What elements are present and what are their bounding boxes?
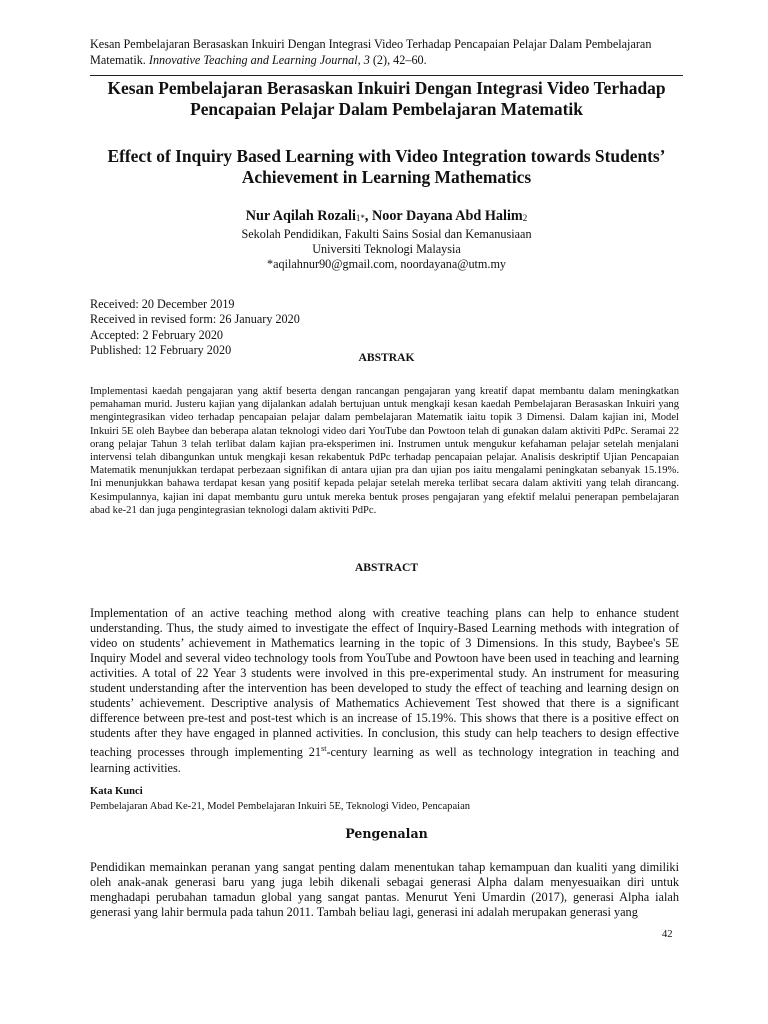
abstrak-heading: ABSTRAK bbox=[358, 351, 415, 364]
keywords-heading: Kata Kunci bbox=[90, 786, 143, 797]
journal-name: Innovative Teaching and Learning Journal, 3 bbox=[148, 53, 370, 67]
abstract-heading: ABSTRACT bbox=[354, 561, 419, 574]
abstract-text-2: -century learning as well as technology integration in teaching and learning activities. bbox=[90, 745, 679, 775]
author-separator: , bbox=[364, 208, 372, 224]
author-line bbox=[80, 207, 693, 227]
abstrak-body: Implementasi kaedah pengajaran yang aktif beserta dengan rancangan pengajaran yang kreatif dapat membantu dalam meningkatkan pemahaman murid. Justeru kajian yang dijalankan adalah bertujuan untuk mengkaji kesan kaedah Pembelajaran Berasaskan Inkuiri yang mengintegrasikan video terhadap pencapaian pelajar dalam pembelajaran Matematik iaitu topik 3 Dimensi. Dalam kajian ini, Model Inkuiri 5E oleh Baybee dan beberapa alatan teknologi video dari YouTube dan Powtoon telah di gunakan dalam aktiviti PdPc. Seramai 22 orang pelajar Tahun 3 telah terlibat dalam kajian pra-eksperimen ini. Instrumen untuk mengukur kefahaman pelajar setelah menjalani intervensi telah dibangunkan untuk mengkaji kesan rekabentuk PdPc terhadap pencapaian pelajar. Analisis deskriptif Ujian Pencapaian Matematik menunjukkan terdapat perbezaan signifikan di antara ujian pra dan ujian pos iaitu mengalami peningkatan sebanyak 15.19%. Ini menunjukkan bahawa terdapat kesan yang positif kepada pelajar setelah mereka terlibat secara dalam aktiviti yang telah dirancang. Kesimpulannya, kajian ini dapat membantu guru untuk mereka bentuk proses pengajaran yang efektif melalui penerapan pembelajaran abad ke-21 dan juga pengintegrasian teknologi dalam aktiviti PdPc. bbox=[90, 386, 679, 516]
author-2: Noor Dayana Abd Halim bbox=[372, 208, 523, 224]
date-accepted: Accepted: 2 February 2020 bbox=[90, 327, 224, 342]
title-malay: Kesan Pembelajaran Berasaskan Inkuiri Dengan Integrasi Video Terhadap Pencapaian Pelajar Dalam Pembelajaran Matematik bbox=[107, 78, 666, 119]
keywords-list: Pembelajaran Abad Ke-21, Model Pembelajaran Inkuiri 5E, Teknologi Video, Pencapaian bbox=[90, 801, 471, 812]
affiliation-university: Universiti Teknologi Malaysia bbox=[312, 242, 461, 257]
pengenalan-body: Pendidikan memainkan peranan yang sangat penting dalam menentukan tahap kemampuan dan kualiti yang dimiliki oleh anak-anak generasi baru yang juga lebih dikenali sebagai generasi Alpha dalam menyesuaikan diri untuk menghadapi perubahan tamadun global yang sangat pantas. Menurut Yeni Umardin (2017), generasi Alpha ialah generasi yang lahir bermula pada tahun 2011. Tambah beliau lagi, generasi ini adalah merupakan generasi yang bbox=[90, 860, 679, 920]
page-number: 42 bbox=[662, 929, 673, 940]
author-2-mark: 2 bbox=[522, 213, 528, 223]
affiliation-faculty: Sekolah Pendidikan, Fakulti Sains Sosial dan Kemanusiaan bbox=[241, 227, 532, 241]
date-revised: Received in revised form: 26 January 2020 bbox=[90, 312, 300, 327]
journal-issue: (2), 42–60. bbox=[369, 53, 427, 67]
affiliation bbox=[80, 227, 693, 273]
running-head bbox=[90, 36, 690, 68]
abstract-body bbox=[90, 606, 679, 776]
date-received: Received: 20 December 2019 bbox=[90, 297, 235, 311]
pengenalan-heading: Pengenalan bbox=[345, 826, 428, 841]
author-1: Nur Aqilah Rozali bbox=[245, 208, 356, 224]
running-head-title: Kesan Pembelajaran Berasaskan Inkuiri Dengan Integrasi Video Terhadap Pencapaian Pelajar Dalam Pembelajaran Matematik. bbox=[90, 37, 652, 67]
abstract-text-1: Implementation of an active teaching method along with creative teaching plans can help to enhance student understanding. Thus, the study aimed to investigate the effect of Inquiry-Based Learning methods with integration of video on students’ achievement in Mathematics learning in the topic of 3 Dimensions. In this study, Baybee's 5E Inquiry Model and several video technology tools from YouTube and Powtoon have been used in teaching and learning activities. A total of 22 Year 3 students were involved in this pre-experimental study. An instrument for measuring student understanding after the intervention has been developed to study the effect of teaching and learning design on students’ achievement. Descriptive analysis of Mathematics Achievement Test showed that there is a significant difference between pre-test and post-test which is an increase of 15.19%. This shows that there is a positive effect on students after they have engaged in planned activities. In conclusion, this study can help teachers to design effective teaching processes through implementing 21 bbox=[90, 606, 679, 760]
author-1-mark: 1* bbox=[355, 213, 365, 223]
article-dates bbox=[90, 297, 390, 358]
date-published: Published: 12 February 2020 bbox=[90, 342, 232, 357]
title-english: Effect of Inquiry Based Learning with Video Integration towards Students’ Achievement in Learning Mathematics bbox=[107, 146, 666, 187]
header-rule bbox=[90, 75, 683, 76]
author-emails: *aqilahnur90@gmail.com, noordayana@utm.my bbox=[266, 257, 507, 272]
abstract-superscript: st bbox=[321, 744, 327, 754]
